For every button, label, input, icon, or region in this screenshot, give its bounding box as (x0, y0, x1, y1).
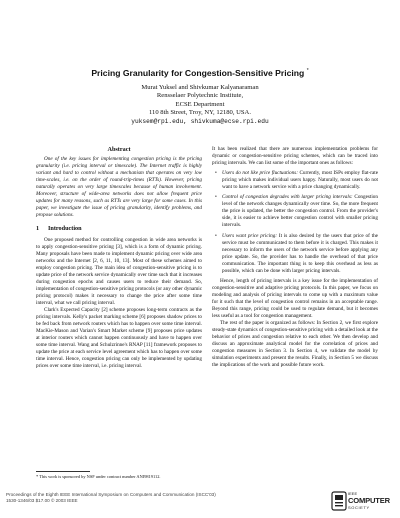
title-text: Pricing Granularity for Congestion-Sensitive Pricing (91, 68, 305, 78)
right-paragraph-2: Hence, length of pricing intervals is a key issue for the implementation of congestion-sensitive and adaptive pricing protocols. In this paper, we focus on modeling and analysis of pricing intervals to come up with a maximum value for it such that the level of congestion control remains in an acceptable range. Beyond this range, pricing could be used to regulate demand, but it becomes less useful as a tool for congestion management. (212, 277, 378, 320)
list-item-lead: Users do not like price fluctuations: (222, 170, 298, 177)
title-footnote-mark: * (306, 68, 309, 75)
section-title: Introduction (48, 225, 82, 233)
list-item-text: It is also desired by the users that price of the service must be communicated to them before it is charged. This makes it necessary to inform the users of the network service before applying any price update. So, the provider has to handle the overhead of that price communication. The important thing is to keep this overhead as less as possible, which can be done with larger pricing intervals. (222, 232, 378, 274)
abstract-heading: Abstract (107, 146, 131, 153)
logo-computer-text: COMPUTER (348, 496, 390, 505)
list-item (222, 233, 378, 275)
proceedings-line: Proceedings of the Eighth IEEE International Symposium on Computers and Communication (ISCC'03) (6, 492, 216, 497)
proceedings-footer (6, 492, 216, 504)
right-paragraph-1: It has been realized that there are numerous implementation problems for dynamic or congestion-sensitive pricing schemes, which can be traced into pricing intervals. We can list some of the important ones as follows: (212, 146, 378, 167)
department: ECSE Department (175, 100, 225, 108)
abstract-text: One of the key issues for implementing congestion pricing is the pricing granularity (i.e. pricing interval or timescale). The Internet traffic is highly variant and hard to control without a mechanism that operates on very low time-scales, i.e. on the order of round-trip-times (RTTs). However, pricing naturally operates on very large timescales because of human involvement. Moreover, structure of wide-area networks does not allow frequent price updates for many reasons, such as RTTs are very large for some cases. In this paper, we investigate the issue of pricing granularity, identify problems, and propose solutions. (36, 156, 202, 219)
author-block (0, 84, 400, 126)
footnote-divider (36, 471, 90, 472)
logo-society-text: SOCIETY (348, 505, 370, 510)
list-item-lead: Users want price pricing: (222, 232, 278, 239)
institution: Rensselaer Polytechnic Institute, (156, 92, 244, 100)
copyright-line: 1530-1346/03 $17.00 © 2003 IEEE (6, 497, 78, 503)
footnote: * This work is sponsored by NSF under contract number ANI9819112. (36, 474, 161, 479)
computer-society-logo (330, 488, 394, 514)
right-paragraph-3: The rest of the paper is organized as follows: In Section 2, we first explore steady-state dynamics of congestion-sensitive pricing with a detailed look at the behavior of prices and congestion relative to each other. We then develop and discuss an approximate analytical model for the correlation of prices and congestion measures in Section 3. In Section 4, we validate the model by simulation experiments and present the results. Finally, in Section 5 we discuss the implications of the work and possible future work. (212, 320, 378, 369)
list-item (222, 170, 378, 191)
computer-society-emblem-icon (331, 491, 347, 511)
paper-title (0, 68, 400, 78)
address: 110 8th Street, Troy, NY, 12180, USA. (149, 109, 251, 117)
section-number: 1 (36, 225, 40, 233)
logo-ieee-text: IEEE (348, 491, 358, 496)
list-item (222, 194, 378, 229)
list-item-text: Currently, most ISPs employ flat-rate pricing which makes individual users happy. Naturally, most users do not want to have a network service with a price changing dynamically. (222, 170, 378, 191)
list-item-text: Congestion level of the network changes dynamically over time. So, the more frequent the price is updated, the better the congestion control. From the provider's side, it is easier to achieve better congestion control with smaller pricing intervals. (222, 194, 378, 229)
right-column (212, 146, 378, 369)
intro-paragraph-2: Clark's Expected Capacity [2] scheme proposes long-term contracts as the pricing intervals. Kelly's packet marking scheme [6] proposes shadow prices to be fed back from network routers which has to happen over some time interval. MacKie-Mason and Varian's Smart Market scheme [9] proposes price updates at interior routers which cannot happen continuously and have to happen over some time interval. Wang and Schulzrinne's RNAP [11] framework proposes to update the price at each service level agreement which has to happen over some time interval. Hence, congestion pricing can only be implemented by updating prices over some time interval, i.e. pricing interval. (36, 306, 202, 370)
issue-list (212, 170, 378, 275)
author-emails: yuksem@rpi.edu, shivkuma@ecse.rpi.edu (131, 117, 269, 125)
list-item-lead: Control of congestion degrades with larger pricing intervals: (222, 194, 353, 201)
section-heading-introduction (36, 225, 202, 232)
intro-paragraph-1: One proposed method for controlling congestion in wide area networks is to apply congestion-sensitive pricing [3], which is a form of dynamic pricing. Many proposals have been made to implement dynamic pricing over wide area networks and the Internet [2, 6, 11, 10, 13]. Most of these schemes aimed to employ congestion pricing. The main idea of congestion-sensitive pricing is to update price of the network service dynamically over time such that it increases during congestion epochs and causes users to reduce their demand. So, implementation of congestion-sensitive pricing protocols (or any other dynamic pricing protocol) makes it necessary to change the price after some time interval, what we call pricing interval. (36, 236, 202, 306)
left-column (36, 146, 202, 370)
author-names: Murat Yuksel and Shivkumar Kalyanaraman (141, 84, 259, 91)
